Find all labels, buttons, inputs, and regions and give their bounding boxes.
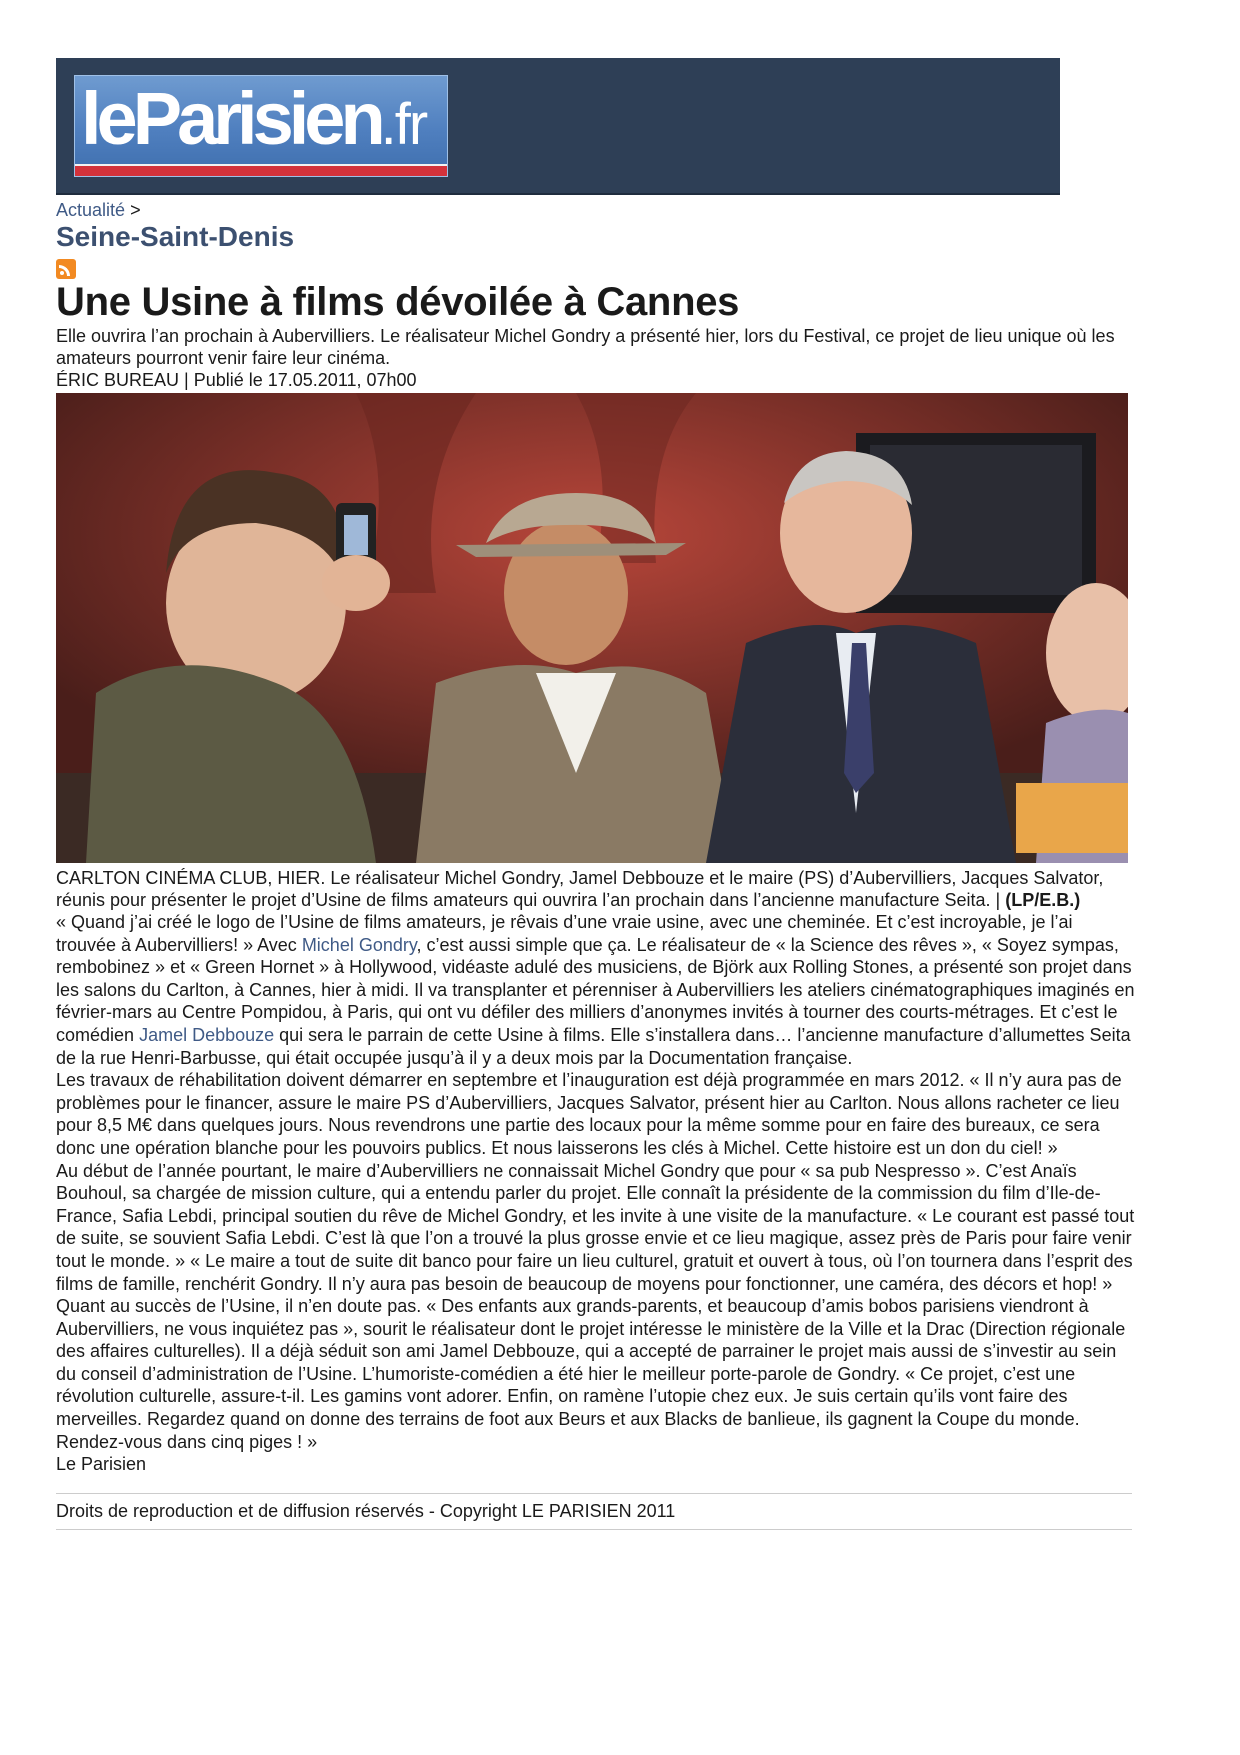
header-banner — [56, 58, 1060, 195]
article-signature: Le Parisien — [56, 1454, 147, 1475]
logo-main: leParisien — [81, 77, 381, 160]
breadcrumb — [56, 199, 1136, 221]
photo-illustration — [56, 393, 1128, 863]
logo-wordmark — [81, 78, 426, 166]
link-jamel-debbouze[interactable]: Jamel Debbouze — [139, 1024, 275, 1045]
site-logo[interactable] — [74, 75, 448, 177]
paragraph-3: Au début de l’année pourtant, le maire d’Aubervilliers ne connaissait Michel Gondry que pour « sa pub Nespresso ». C’est Anaïs Bouhoul, sa chargée de mission culture, qui a entendu parler du projet. Elle connaît la présidente de la commission du film d’Ile-de-France, Safia Lebdi, principal soutien du rêve de Michel Gondry, et les invite à une visite de la manufacture. « Le courant est passé tout de suite, se souvient Safia Lebdi. C’est là que l’on a trouvé la plus grosse envie et ce lieu magique, assez près de Paris pour faire venir tout le monde. » « Le maire a tout de suite dit banco pour faire un lieu culturel, gratuit et ouvert à tous, où l’on tournera dans l’esprit des films de famille, renchérit Gondry. Il n’y aura pas besoin de beaucoup de moyens pour fonctionner, une caméra, des décors et hop! » Quant au succès de l’Usine, il n’en doute pas. « Des enfants aux grands-parents, et beaucoup d’amis bobos parisiens viendront à Aubervilliers, ne vous inquiétez pas », sourit le réalisateur dont le projet intéresse le ministère de la Ville et la Drac (Direction régionale des affaires culturelles). Il a déjà séduit son ami Jamel Debbouze, qui a accepté de parrainer le projet mais aussi de s’investir au sein du conseil d’administration de l’Usine. L’humoriste-comédien a été hier le meilleur porte-parole de Gondry. « Ce projet, c’est une révolution culturelle, assure-t-il. Les gamins vont adorer. Enfin, on ramène l’utopie chez eux. Je suis certain qu’ils vont faire des merveilles. Regardez quand on donne des terrains de foot aux Beurs et aux Blacks de banlieue, ils gagnent la Coupe du monde. Rendez-vous dans cinq piges ! » — [56, 1160, 1135, 1452]
page — [56, 58, 1136, 1530]
article-byline: ÉRIC BUREAU | Publié le 17.05.2011, 07h00 — [56, 370, 417, 390]
paragraph-2: Les travaux de réhabilitation doivent démarrer en septembre et l’inauguration est déjà programmée en mars 2012. « Il n’y aura pas de problèmes pour le financer, assure le maire PS d’Aubervilliers, Jacques Salvator, présent hier au Carlton. Nous allons racheter ce lieu pour 8,5 M€ dans quelques jours. Nous revendrons une partie des locaux pour la même somme pour en faire des bureaux, ce sera donc une opération blanche pour les pouvoirs publics. Et nous laisserons les clés à Michel. Cette histoire est un don du ciel! » — [56, 1070, 1122, 1158]
breadcrumb-separator: > — [130, 200, 141, 220]
p1-part-c: qui sera le parrain de cette Usine à films. Elle s’installera dans… l’ancienne manufacture d’allumettes Seita de la rue Henri-Barbusse, qui était occupée jusqu’à il y a deux mois par la Documentation française. — [56, 1024, 1131, 1068]
caption-text: CARLTON CINÉMA CLUB, HIER. Le réalisateur Michel Gondry, Jamel Debbouze et le maire (PS) d’Aubervilliers, Jacques Salvator, réunis pour présenter le projet d’Usine de films amateurs qui ouvrira l’an prochain dans l’ancienne manufacture Seita. | — [56, 868, 1104, 910]
article-body — [56, 911, 1136, 1453]
article-title: Une Usine à films dévoilée à Cannes — [56, 280, 740, 324]
article-photo — [56, 393, 1128, 863]
article-lead: Elle ouvrira l’an prochain à Aubervilliers. Le réalisateur Michel Gondry a présenté hier, lors du Festival, ce projet de lieu unique où les amateurs pourront venir faire leur cinéma. — [56, 326, 1115, 368]
photo-caption — [56, 867, 1136, 911]
p1-part-b: , c’est aussi simple que ça. Le réalisateur de « la Science des rêves », « Soyez sympas, rembobinez » et « Green Hornet » à Hollywood, vidéaste adulé des musiciens, de Björk aux Rolling Stones, a présenté son projet dans les salons du Carlton, à Cannes, hier à midi. Il va transplanter et pérenniser à Aubervilliers les ateliers cinématographiques imaginés en février-mars au Centre Pompidou, à Paris, qui ont vu défiler des milliers d’anonymes invités à tourner des courts-métrages. Et c’est le comédien — [56, 934, 1135, 1045]
logo-red-bar — [75, 164, 447, 176]
copyright-footer: Droits de reproduction et de diffusion réservés - Copyright LE PARISIEN 2011 — [56, 1493, 1132, 1530]
p1-part-a: « Quand j’ai créé le logo de l’Usine de films amateurs, je rêvais d’une vraie usine, avec une cheminée. Et c’est incroyable, je l’ai trouvée à Aubervilliers! » Avec — [56, 912, 1073, 955]
link-michel-gondry[interactable]: Michel Gondry — [301, 934, 417, 955]
caption-credit: (LP/E.B.) — [1005, 890, 1081, 910]
paragraph-1 — [56, 911, 1136, 1069]
rss-icon[interactable] — [56, 259, 76, 279]
breadcrumb-link-actualite[interactable]: Actualité — [56, 200, 126, 220]
section-title[interactable]: Seine-Saint-Denis — [56, 221, 295, 252]
logo-suffix: .fr — [380, 92, 427, 157]
